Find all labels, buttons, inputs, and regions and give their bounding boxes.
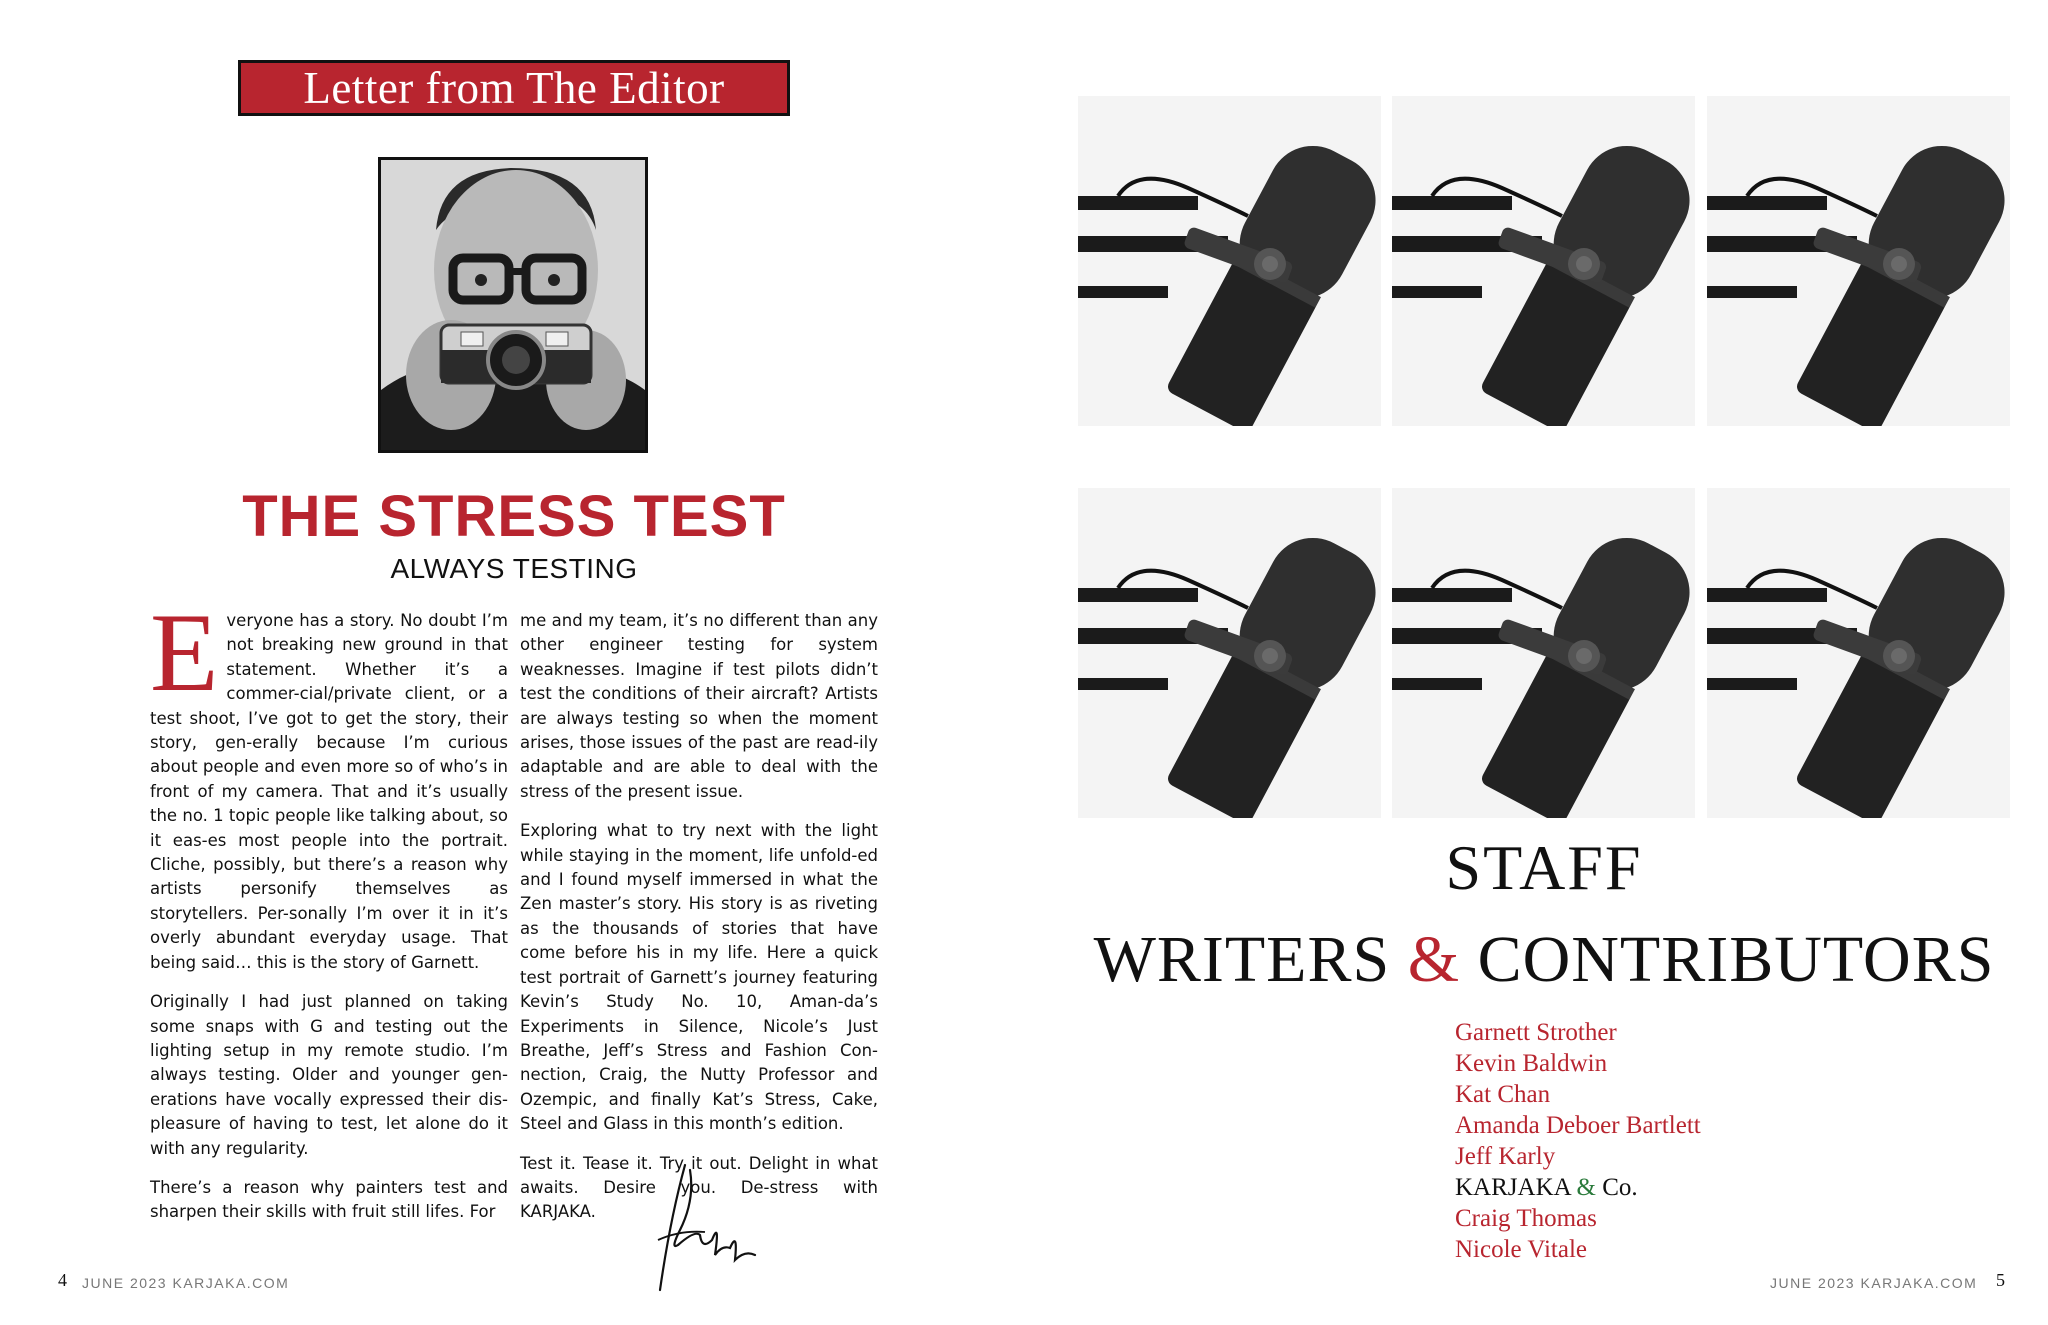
body-column-2 [520,609,878,1240]
body-column-1 [150,591,508,1240]
paragraph-1-text: veryone has a story. No doubt I’m not breaking new ground in that statement. Whether it’s a commer-cial/private client, or a test shoot, I’ve got to get the story, their story, gen-erally because I’m curious about people and even more so of who’s in front of my camera. That and it’s usually the no. 1 topic people like talking about, so it eas-es most people into the portrait. Cliche, possibly, but there’s a reason why artists personify themselves as storytellers. Per-sonally I’m over it in it’s overly abundant everyday usage. That being said… this is the story of Garnett. [150,611,508,972]
paragraph-1 [150,591,508,975]
staff-title: STAFF [1445,832,1643,903]
paragraph-3: There’s a reason why painters test and sharpen their skills with fruit still lifes. For [150,1177,508,1222]
microphone-photo [1078,488,1381,818]
microphone-photo [1078,96,1381,426]
page-number-left: 4 [58,1270,67,1290]
contributor-company [1455,1172,1701,1203]
section-kicker: Letter from The Editor [238,60,790,116]
subtitle-ampersand: & [1407,923,1461,996]
subtitle-contributors: CONTRIBUTORS [1460,923,1995,996]
article-headline: THE STRESS TEST [242,484,786,549]
contributor-name: Kat Chan [1455,1081,1551,1108]
microphone-photo-grid [1078,96,2010,816]
subtitle-writers: WRITERS [1093,923,1408,996]
editor-portrait [378,157,648,453]
microphone-photo [1707,96,2010,426]
contributor-name: Amanda Deboer Bartlett [1455,1112,1701,1139]
paragraph-6: Test it. Tease it. Try it out. Delight in what awaits. Desire you. De-stress with KARJAKA. [520,1153,878,1222]
contributor-name: Craig Thomas [1455,1205,1597,1232]
staff-subtitle [1078,920,2010,1000]
microphone-photo [1392,488,1695,818]
paragraph-2: Originally I had just planned on taking some snaps with G and testing out the lighting setup in my remote studio. I’m always testing. Older and younger gen-erations have vocally expressed their dis-pleasure of having to test, let alone do it with any regularity. [150,992,508,1158]
drop-cap: E [150,591,219,715]
contributor-name: Nicole Vitale [1455,1236,1588,1263]
page-number-right: 5 [1996,1270,2005,1290]
folio-left: JUNE 2023 KARJAKA.COM [82,1275,290,1291]
company-ampersand: & [1576,1174,1596,1201]
microphone-photo [1707,488,2010,818]
contributor-name: Jeff Karly [1455,1143,1556,1170]
microphone-photo [1392,96,1695,426]
contributor-name: Garnett Strother [1455,1019,1617,1046]
company-suffix: Co. [1602,1174,1638,1201]
company-name: KARJAKA [1455,1174,1571,1201]
article-subhead: ALWAYS TESTING [390,553,638,584]
paragraph-4: me and my team, it’s no different than any other engineer testing for system weaknesses. Imagine if test pilots didn’t test the conditions of their aircraft? Artists are always testing so when the moment arises, those issues of the past are read-ily adaptable and are able to deal with the stress of the present issue. [520,611,878,801]
contributor-name: Kevin Baldwin [1455,1050,1608,1077]
editor-signature [650,1160,765,1300]
paragraph-5: Exploring what to try next with the light while staying in the moment, life unfold-ed and I found myself immersed in what the Zen master’s story. His story is as riveting as the thousands of stories that have come before his in my life. Here a quick test portrait of Garnett’s journey featuring Kevin’s Study No. 10, Aman-da’s Experiments in Silence, Nicole’s Just Breathe, Jeff’s Stress and Fashion Con-nection, Craig, the Nutty Professor and Ozempic, and finally Kat’s Stress, Cake, Steel and Glass in this month’s edition. [520,821,878,1134]
folio-right: JUNE 2023 KARJAKA.COM [1770,1275,1978,1291]
contributor-list [1455,1017,1701,1265]
